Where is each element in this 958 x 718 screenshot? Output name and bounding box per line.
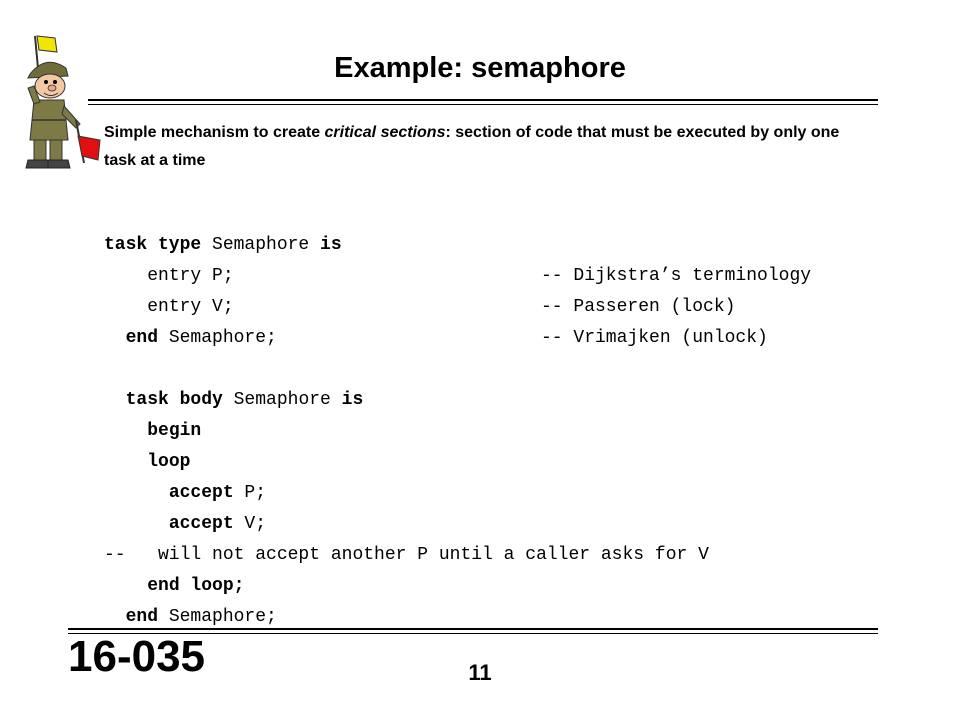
code-text: V;: [233, 514, 267, 534]
code-indent: [104, 607, 126, 627]
code-indent: [104, 390, 126, 410]
code-indent: [104, 421, 147, 441]
slide-title: Example: semaphore: [334, 52, 626, 84]
code-line: [104, 416, 709, 447]
code-indent: [104, 328, 126, 348]
code-line: [104, 261, 812, 292]
code-block: [104, 230, 812, 633]
code-indent: [104, 452, 147, 472]
page-number: 11: [468, 660, 492, 685]
code-text: entry V;: [147, 297, 234, 317]
intro-text-italic: critical sections: [324, 124, 446, 141]
code-comment: -- Vrimajken (unlock): [541, 328, 768, 348]
top-rule: [88, 99, 878, 101]
code-indent: [104, 483, 169, 503]
intro-text-part1: Simple mechanism to create: [104, 124, 325, 141]
intro-text-part2: : section of code that must be executed by only one task at a time: [104, 124, 840, 169]
code-keyword: task body: [125, 390, 223, 410]
code-line: [104, 571, 709, 602]
code-keyword: end: [125, 607, 159, 627]
code-line: [104, 354, 709, 385]
code-text: P;: [233, 483, 267, 503]
intro-text: [104, 119, 874, 175]
code-text: Semaphore;: [158, 607, 277, 627]
code-line: [104, 447, 709, 478]
code-comment: -- Passeren (lock): [541, 297, 736, 317]
code-line: [104, 540, 709, 571]
code-keyword: is: [320, 235, 342, 255]
code-line: [104, 230, 709, 261]
bottom-rule: [68, 628, 878, 630]
code-text: Semaphore;: [158, 328, 277, 348]
code-line: [104, 509, 709, 540]
code-indent: [104, 266, 147, 286]
course-code: 16-035: [68, 632, 206, 681]
code-keyword: end: [125, 328, 159, 348]
code-keyword: begin: [147, 421, 202, 441]
code-indent: [104, 576, 147, 596]
code-text: entry P;: [147, 266, 234, 286]
code-indent: [104, 514, 169, 534]
code-line: [104, 478, 709, 509]
code-indent: [104, 297, 147, 317]
code-comment: -- Dijkstra’s terminology: [541, 266, 812, 286]
code-text: Semaphore: [201, 235, 321, 255]
code-keyword: accept: [168, 514, 234, 534]
code-text: Semaphore: [222, 390, 342, 410]
code-line: [104, 385, 709, 416]
code-keyword: task type: [104, 235, 202, 255]
code-keyword: accept: [168, 483, 234, 503]
code-keyword: is: [341, 390, 364, 410]
code-text: -- will not accept another P until a caller asks for V: [104, 545, 709, 565]
top-rule-secondary: [88, 104, 878, 105]
code-line: [104, 292, 736, 323]
code-keyword: loop: [147, 452, 191, 472]
code-keyword: end loop;: [147, 576, 245, 596]
code-line: [104, 323, 768, 354]
